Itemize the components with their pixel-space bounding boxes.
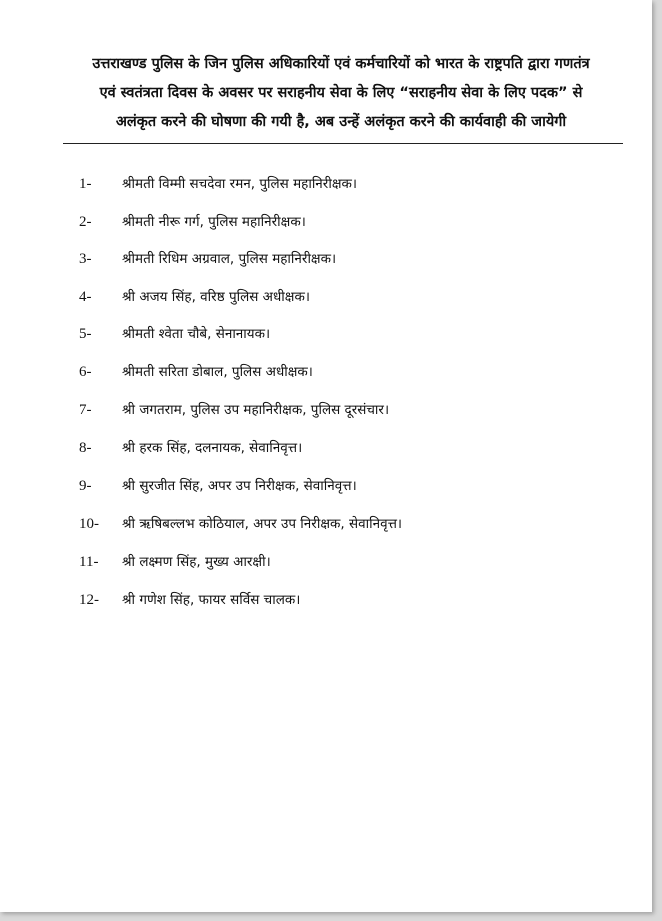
item-text: श्री ऋषिबल्लभ कोठियाल, अपर उप निरीक्षक, सेवानिवृत्त। (122, 516, 403, 532)
item-text: श्री हरक सिंह, दलनायक, सेवानिवृत्त। (122, 440, 303, 456)
item-text: श्रीमती नीरू गर्ग, पुलिस महानिरीक्षक। (122, 213, 306, 230)
item-text: श्री अजय सिंह, वरिष्ठ पुलिस अधीक्षक। (122, 288, 310, 305)
list-item (0, 586, 652, 614)
item-text: श्रीमती सरिता डोबाल, पुलिस अधीक्षक। (122, 364, 313, 380)
list-item (0, 208, 652, 236)
item-number: 1- (79, 176, 92, 192)
item-number: 9- (79, 478, 92, 494)
item-number: 2- (79, 213, 92, 230)
item-text: श्री गणेश सिंह, फायर सर्विस चालक। (122, 592, 301, 608)
list-item (0, 245, 652, 273)
item-number: 12- (79, 592, 99, 608)
list-item (0, 472, 652, 500)
item-number: 5- (79, 326, 92, 342)
list-item (0, 434, 652, 462)
document-heading (54, 50, 628, 137)
item-number: 10- (79, 516, 99, 532)
list-item (0, 320, 652, 348)
item-number: 6- (79, 364, 92, 380)
list-item (0, 548, 652, 576)
heading-line-1: उत्तराखण्ड पुलिस के जिन पुलिस अधिकारियों एवं कर्मचारियों को भारत के राष्ट्रपति द्वारा गणतंत्र (92, 56, 590, 72)
list-item (0, 358, 652, 386)
list-item (0, 170, 652, 198)
list-item (0, 283, 652, 311)
heading-divider (63, 143, 623, 144)
item-text: श्री जगतराम, पुलिस उप महानिरीक्षक, पुलिस दूरसंचार। (122, 402, 390, 418)
list-item (0, 396, 652, 424)
list-item (0, 510, 652, 538)
item-text: श्रीमती रिधिम अग्रवाल, पुलिस महानिरीक्षक। (122, 251, 337, 267)
item-text: श्री लक्ष्मण सिंह, मुख्य आरक्षी। (122, 554, 271, 570)
item-number: 4- (79, 288, 92, 305)
item-text: श्रीमती विम्मी सचदेवा रमन, पुलिस महानिरीक्षक। (122, 176, 357, 192)
item-number: 3- (79, 251, 92, 267)
item-number: 11- (79, 554, 99, 570)
heading-line-2: एवं स्वतंत्रता दिवस के अवसर पर सराहनीय सेवा के लिए “सराहनीय सेवा के लिए पदक” से (99, 85, 583, 101)
heading-line-3: अलंकृत करने की घोषणा की गयी है, अब उन्हें अलंकृत करने की कार्यवाही की जायेगी (115, 114, 567, 130)
item-number: 8- (79, 440, 92, 456)
item-number: 7- (79, 402, 92, 418)
item-text: श्रीमती श्वेता चौबे, सेनानायक। (122, 326, 271, 342)
item-text: श्री सुरजीत सिंह, अपर उप निरीक्षक, सेवानिवृत्त। (122, 478, 357, 494)
